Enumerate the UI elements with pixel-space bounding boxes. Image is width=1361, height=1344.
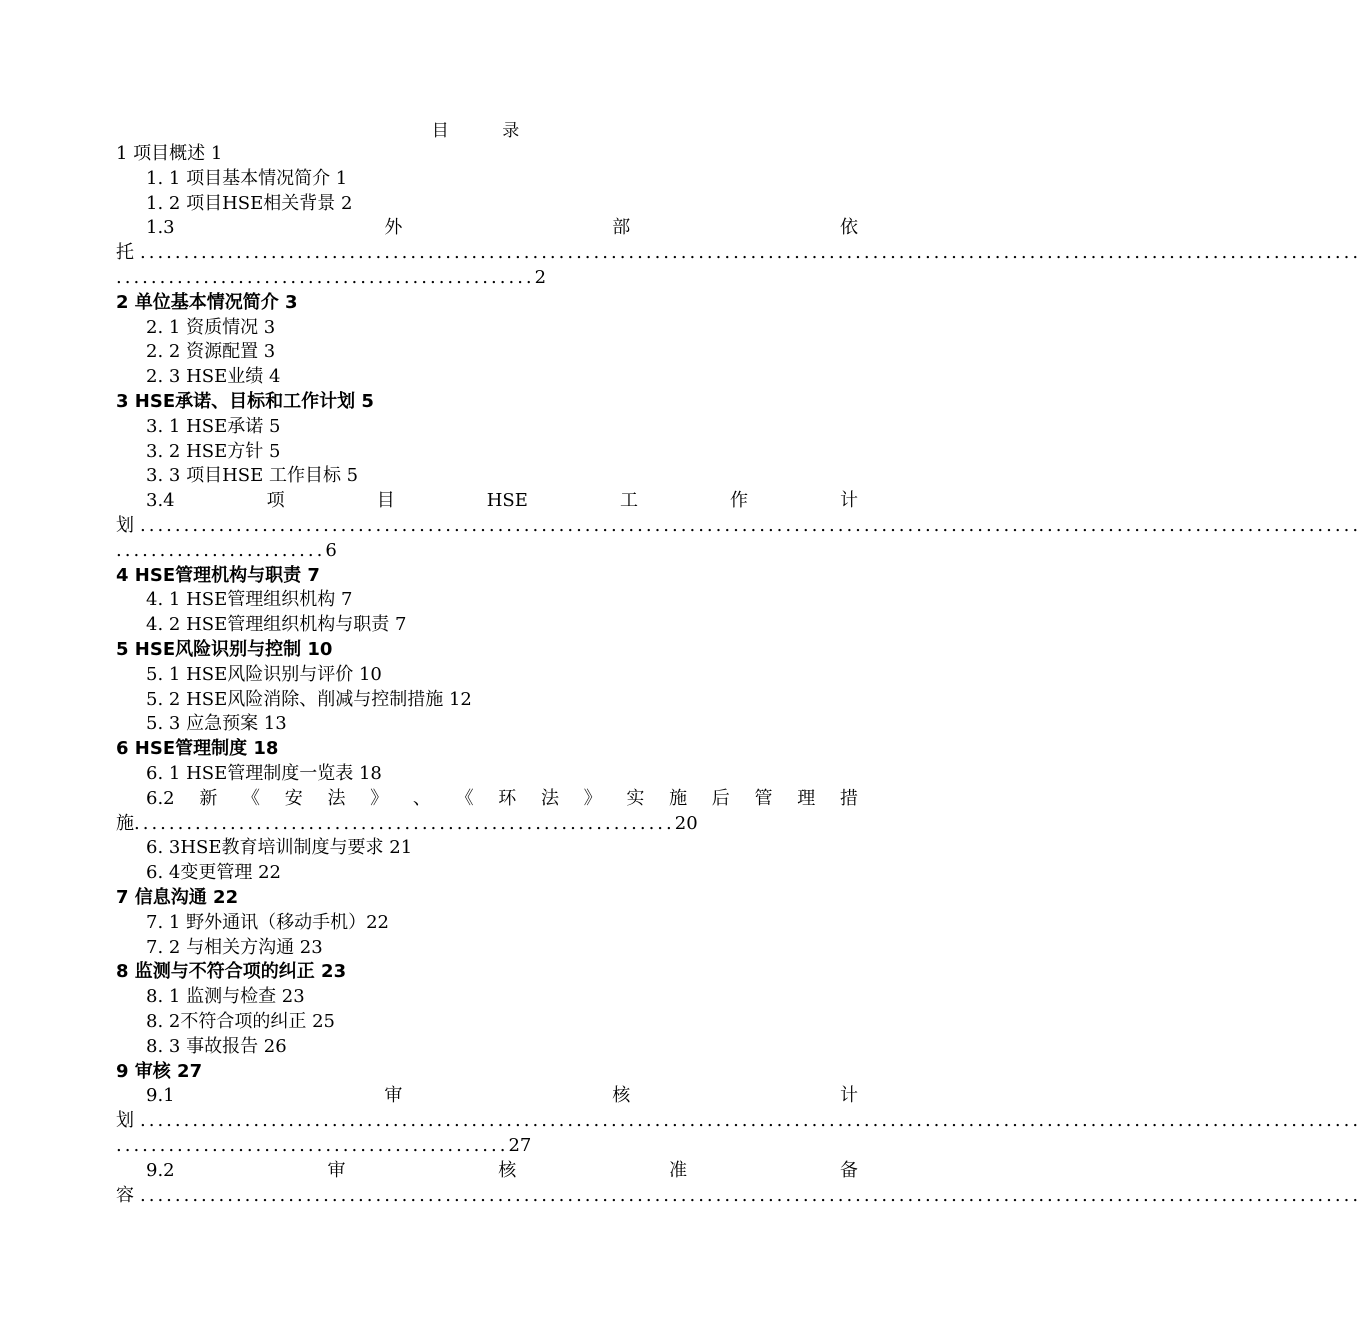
toc-entry-leader (116, 538, 858, 563)
toc-entry: 1. 2 项目HSE相关背景 2 (146, 192, 353, 214)
toc-entry-part: 项 (266, 490, 285, 512)
toc-entry-part: 》 (583, 787, 602, 809)
dot-leader: ............................................................................................................................................ (140, 242, 1361, 264)
toc-entry: 6. 1 HSE管理制度一览表 18 (146, 763, 382, 784)
toc-entry-part: 准 (669, 1159, 688, 1181)
toc-entry-part: 备 (839, 1159, 858, 1181)
toc-entry-wrap-text: 划 (116, 1110, 134, 1132)
toc-entry: 8. 2不符合项的纠正 25 (146, 1011, 335, 1032)
toc-entry: 8. 3 事故报告 26 (146, 1035, 287, 1057)
toc-entry: 3. 2 HSE方针 5 (146, 440, 281, 462)
toc-entry-wrap (116, 240, 1361, 265)
toc-chapter: 2 单位基本情况简介 3 (116, 291, 298, 313)
toc-entry-part: 计 (840, 490, 858, 512)
toc-entry-part: 工 (619, 490, 638, 512)
toc-entry: 3. 3 项目HSE 工作目标 5 (146, 465, 359, 487)
toc-entry: 3. 1 HSE承诺 5 (146, 415, 281, 437)
dot-leader: ............................................. (116, 1135, 509, 1156)
dot-leader: ........................ (116, 539, 326, 561)
dot-leader: .............................................................. (134, 812, 675, 834)
toc-entry-wrap-text: 施 (116, 812, 134, 834)
page-number: 6 (325, 539, 337, 561)
toc-entry-part: 审 (384, 1085, 403, 1107)
toc-entry-part: 《 (242, 787, 261, 809)
toc-chapter: 3 HSE承诺、目标和工作计划 5 (116, 391, 374, 412)
toc-entry-wrap (116, 1108, 1361, 1133)
toc-entry: 5. 3 应急预案 13 (146, 713, 287, 735)
toc-entry-leader (116, 265, 858, 290)
page-number: 2 (534, 267, 547, 288)
toc-chapter: 7 信息沟通 22 (116, 887, 239, 908)
toc-entry-part: 9.2 (146, 1159, 175, 1181)
toc-entry-wrap (116, 513, 1361, 538)
toc-entry-part: 环 (498, 787, 517, 809)
dot-leader: ............................................................................................................................................ (140, 1184, 1361, 1206)
toc-entry-part: 3.4 (146, 490, 175, 512)
toc-title: 目 录 (431, 121, 544, 141)
toc-entry: 5. 2 HSE风险消除、削减与控制措施 12 (146, 688, 472, 710)
toc-entry-part: 1.3 (146, 217, 175, 239)
toc-entry-part: 、 (412, 787, 431, 809)
toc-entry-part: 外 (384, 217, 403, 239)
toc-entry-part: 作 (729, 490, 748, 512)
toc-entry: 2. 1 资质情况 3 (146, 316, 276, 338)
dot-leader: ................................................ (116, 267, 535, 288)
toc-chapter: 9 审核 27 (116, 1060, 203, 1082)
toc-entry-spread (146, 1158, 858, 1183)
toc-chapter: 1 项目概述 1 (116, 143, 223, 164)
toc-entry: 2. 3 HSE业绩 4 (146, 366, 281, 388)
page-number: 27 (508, 1135, 532, 1156)
toc-entry-part: 》 (370, 787, 389, 809)
toc-entry-part: HSE (486, 490, 528, 512)
toc-entry: 4. 2 HSE管理组织机构与职责 7 (146, 614, 407, 636)
toc-entry: 6. 4变更管理 22 (146, 862, 281, 884)
toc-entry: 4. 1 HSE管理组织机构 7 (146, 589, 353, 611)
toc-entry-part: 法 (540, 787, 559, 809)
toc-entry-part: 目 (376, 490, 395, 512)
toc-entry-part: 理 (797, 787, 816, 809)
toc-entry-part: 9.1 (146, 1085, 175, 1107)
toc-entry-part: 部 (612, 217, 631, 239)
toc-entry: 1. 1 项目基本情况简介 1 (146, 167, 348, 189)
toc-chapter: 5 HSE风险识别与控制 10 (116, 639, 333, 660)
toc-entry-part: 施 (669, 787, 688, 809)
toc-entry: 8. 1 监测与检查 23 (146, 986, 305, 1008)
toc-entry: 7. 2 与相关方沟通 23 (146, 936, 323, 958)
toc-entry: 7. 1 野外通讯（移动手机）22 (146, 911, 389, 933)
toc-entry-part: 6.2 (146, 787, 175, 809)
toc-entry-wrap (116, 1183, 1361, 1208)
dot-leader: ............................................................................................................................................ (140, 515, 1361, 536)
toc-entry-part: 措 (839, 787, 858, 809)
toc-entry-wrap-text: 托 (116, 242, 134, 264)
toc-entry: 5. 1 HSE风险识别与评价 10 (146, 663, 382, 685)
toc-entry-part: 后 (711, 787, 730, 809)
toc-chapter: 4 HSE管理机构与职责 7 (116, 564, 320, 586)
toc-entry-spread (146, 1083, 858, 1108)
toc-entry-part: 安 (284, 787, 303, 809)
toc-entry-spread (146, 488, 858, 513)
toc-entry-wrap-text: 划 (116, 515, 134, 536)
dot-leader: ............................................................................................................................................ (140, 1110, 1361, 1132)
toc-entry: 2. 2 资源配置 3 (146, 341, 276, 363)
toc-entry-spread (146, 215, 858, 240)
toc-entry-leader (116, 1133, 858, 1158)
toc-entry-part: 实 (626, 787, 645, 809)
toc-entry-part: 核 (612, 1085, 631, 1107)
toc-entry-part: 依 (839, 217, 858, 239)
toc-entry-part: 管 (754, 787, 773, 809)
toc-chapter: 6 HSE管理制度 18 (116, 738, 279, 760)
toc-entry-part: 核 (498, 1159, 517, 1181)
toc-entry-wrap-text: 容 (116, 1184, 134, 1206)
toc-entry-part: 《 (455, 787, 474, 809)
toc-entry: 6. 3HSE教育培训制度与要求 21 (146, 837, 413, 859)
page-number: 20 (674, 812, 698, 834)
toc-entry-spread (146, 786, 858, 811)
toc-entry-part: 计 (839, 1085, 858, 1107)
toc-entry-wrap (116, 811, 858, 836)
toc-entry-part: 审 (327, 1159, 346, 1181)
toc-entry-part: 法 (327, 787, 346, 809)
toc-chapter: 8 监测与不符合项的纠正 23 (116, 961, 347, 983)
toc-entry-part: 新 (199, 787, 218, 809)
